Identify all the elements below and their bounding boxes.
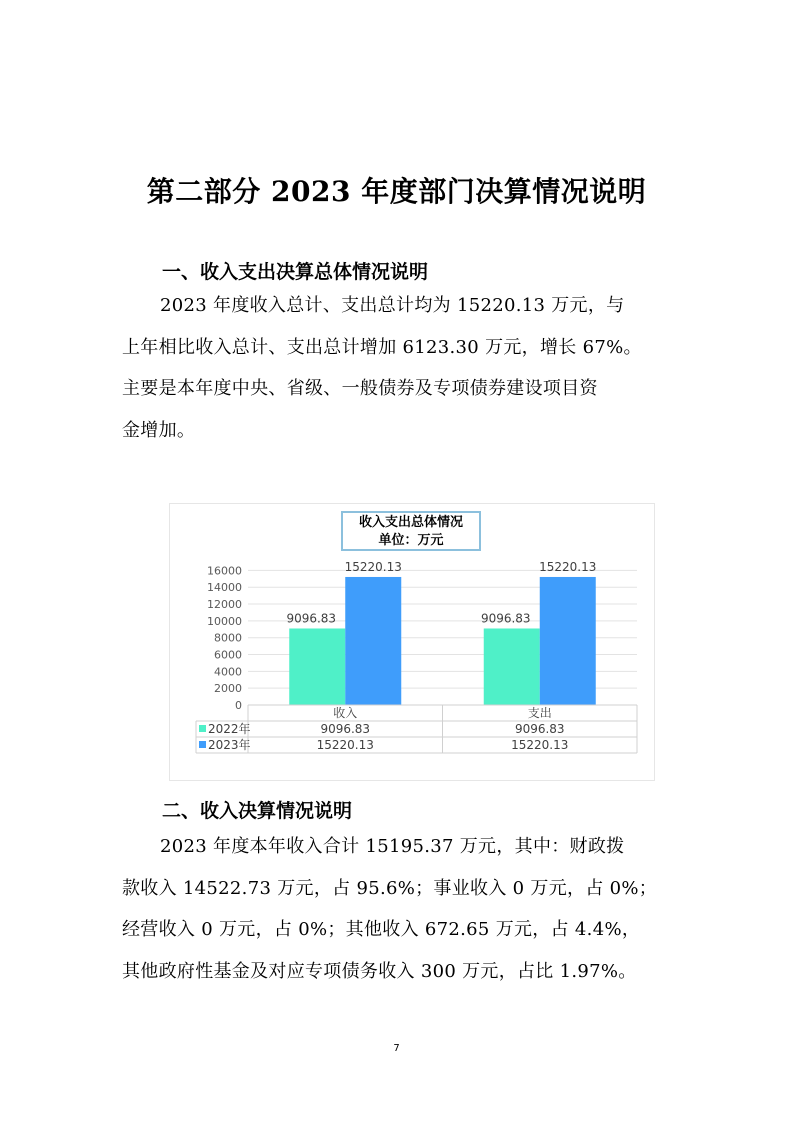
y-tick-label: 16000 bbox=[207, 564, 242, 578]
page-number: 7 bbox=[393, 1043, 400, 1054]
table-cell: 15220.13 bbox=[511, 738, 569, 752]
paragraph-line: 金增加。 bbox=[122, 419, 196, 441]
table-cell: 9096.83 bbox=[320, 722, 371, 736]
y-tick-label: 0 bbox=[235, 699, 242, 712]
section2-paragraph bbox=[122, 826, 682, 992]
paragraph-line: 款收入 14522.73 万元，占 95.6%；事业收入 0 万元，占 0%； bbox=[122, 877, 658, 899]
paragraph-line: 2023 年度收入总计、支出总计均为 15220.13 万元，与 bbox=[160, 295, 625, 316]
paragraph-line: 其他政府性基金及对应专项债务收入 300 万元，占比 1.97%。 bbox=[122, 960, 637, 982]
paragraph-line: 上年相比收入总计、支出总计增加 6123.30 万元，增长 67%。 bbox=[122, 336, 642, 358]
section2-heading: 二、收入决算情况说明 bbox=[162, 800, 353, 822]
chart-title: 收入支出总体情况 bbox=[358, 515, 463, 530]
section1-heading: 一、收入支出决算总体情况说明 bbox=[162, 261, 429, 283]
y-tick-label: 8000 bbox=[214, 631, 242, 645]
bar bbox=[345, 577, 401, 705]
bar-value-label: 15220.13 bbox=[539, 559, 597, 574]
y-tick-label: 2000 bbox=[214, 682, 242, 696]
page-title: 第二部分 2023 年度部门决算情况说明 bbox=[146, 175, 647, 208]
y-tick-label: 4000 bbox=[214, 665, 242, 679]
y-tick-label: 14000 bbox=[207, 581, 242, 595]
chart-unit: 单位：万元 bbox=[378, 533, 444, 548]
section1-paragraph bbox=[122, 285, 682, 451]
table-cell: 9096.83 bbox=[514, 722, 565, 736]
paragraph-line: 经营收入 0 万元，占 0%；其他收入 672.65 万元，占 4.4%， bbox=[122, 919, 641, 940]
bar bbox=[540, 577, 596, 705]
category-label: 收入 bbox=[333, 706, 358, 720]
legend-label: 2022年 bbox=[208, 722, 251, 736]
legend-label: 2023年 bbox=[208, 738, 251, 752]
bar-value-label: 15220.13 bbox=[344, 559, 402, 574]
chart-title-box bbox=[341, 511, 481, 551]
category-label: 支出 bbox=[527, 706, 552, 720]
bar bbox=[289, 628, 345, 705]
y-tick-label: 10000 bbox=[207, 614, 242, 628]
legend-swatch bbox=[199, 725, 206, 732]
y-tick-label: 6000 bbox=[214, 648, 242, 662]
bar-value-label: 9096.83 bbox=[480, 611, 531, 626]
table-cell: 15220.13 bbox=[316, 738, 374, 752]
paragraph-line: 主要是本年度中央、省级、一般债券及专项债券建设项目资 bbox=[122, 378, 598, 399]
y-tick-label: 12000 bbox=[207, 598, 242, 612]
bar bbox=[484, 628, 540, 705]
income-expense-chart bbox=[169, 503, 655, 781]
legend-swatch bbox=[199, 741, 206, 748]
paragraph-line: 2023 年度本年收入合计 15195.37 万元，其中：财政拨 bbox=[160, 836, 625, 857]
bar-value-label: 9096.83 bbox=[286, 611, 337, 626]
